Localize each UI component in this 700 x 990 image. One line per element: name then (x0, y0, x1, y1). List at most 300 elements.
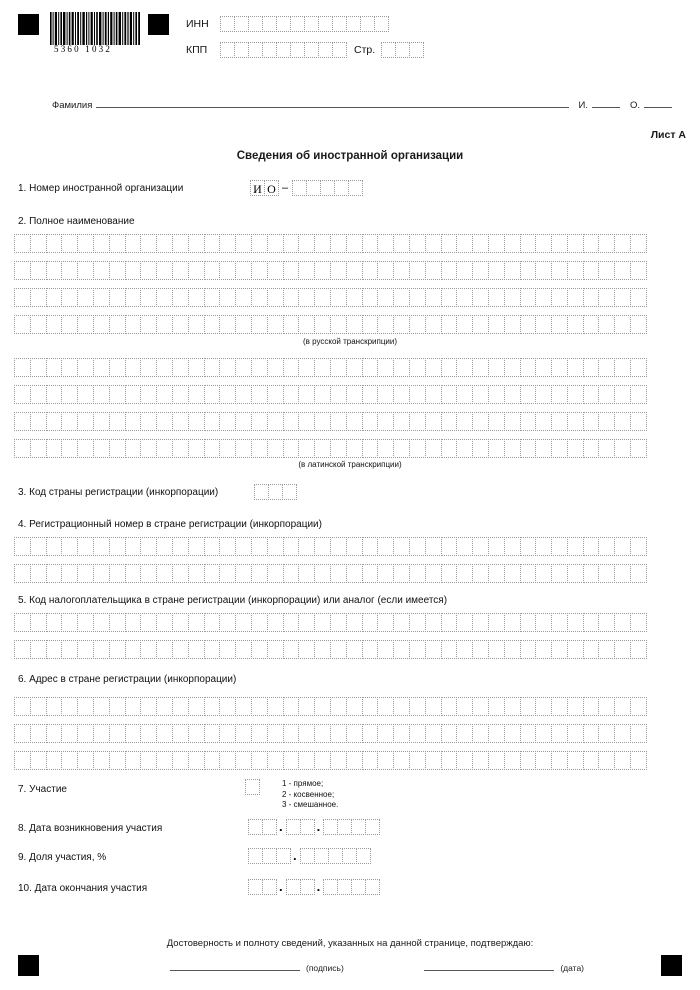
input-cell[interactable] (488, 439, 505, 458)
input-cell[interactable] (140, 315, 157, 334)
input-cell[interactable] (472, 640, 489, 659)
input-cell[interactable] (630, 564, 647, 583)
input-cell[interactable] (14, 358, 31, 377)
input-cell[interactable] (535, 564, 552, 583)
input-cell[interactable] (472, 315, 489, 334)
input-cell[interactable] (409, 697, 426, 716)
input-cell[interactable] (251, 724, 268, 743)
input-cell[interactable] (109, 751, 126, 770)
input-cell[interactable] (472, 537, 489, 556)
input-cell[interactable] (61, 613, 78, 632)
input-cell[interactable] (248, 16, 263, 32)
input-cell[interactable] (520, 288, 537, 307)
input-cell[interactable] (346, 234, 363, 253)
input-cell[interactable] (235, 537, 252, 556)
input-cell[interactable] (472, 288, 489, 307)
input-cell[interactable] (472, 751, 489, 770)
input-cell[interactable] (520, 613, 537, 632)
input-cell[interactable] (93, 751, 110, 770)
input-cell[interactable] (314, 315, 331, 334)
input-cell[interactable] (535, 358, 552, 377)
input-cell[interactable] (314, 234, 331, 253)
input-cell[interactable] (188, 358, 205, 377)
input-cell[interactable] (77, 697, 94, 716)
input-cell[interactable] (125, 439, 142, 458)
first-initial-input[interactable] (592, 96, 620, 108)
input-cell[interactable] (630, 315, 647, 334)
input-cell[interactable] (551, 315, 568, 334)
input-cell[interactable] (332, 42, 347, 58)
input-cell[interactable] (262, 879, 277, 895)
input-cell[interactable] (298, 261, 315, 280)
input-cell[interactable] (377, 439, 394, 458)
end-date-month-input[interactable] (286, 879, 314, 895)
input-cell[interactable] (630, 697, 647, 716)
input-cell[interactable] (46, 315, 63, 334)
input-cell[interactable] (614, 261, 631, 280)
input-cell[interactable] (583, 640, 600, 659)
input-cell[interactable] (290, 16, 305, 32)
input-cell[interactable] (360, 16, 375, 32)
input-cell[interactable] (283, 564, 300, 583)
input-cell[interactable] (248, 42, 263, 58)
input-cell[interactable] (140, 751, 157, 770)
input-cell[interactable] (267, 315, 284, 334)
input-cell[interactable] (204, 640, 221, 659)
input-cell[interactable] (314, 385, 331, 404)
input-cell[interactable] (188, 288, 205, 307)
input-cell[interactable] (488, 751, 505, 770)
input-cell[interactable] (219, 640, 236, 659)
input-cell[interactable] (598, 751, 615, 770)
input-cell[interactable] (298, 234, 315, 253)
input-cell[interactable] (456, 261, 473, 280)
input-cell[interactable] (283, 640, 300, 659)
input-cell[interactable] (30, 412, 47, 431)
input-cell[interactable] (292, 180, 307, 196)
participation-end-date-field[interactable] (248, 879, 379, 895)
input-cell[interactable] (298, 412, 315, 431)
inn-input[interactable] (220, 16, 388, 32)
input-cell[interactable] (267, 412, 284, 431)
input-cell[interactable] (262, 848, 277, 864)
input-cell[interactable] (472, 358, 489, 377)
input-cell[interactable] (156, 385, 173, 404)
input-cell[interactable] (334, 180, 349, 196)
input-cell[interactable] (14, 697, 31, 716)
input-cell[interactable] (583, 288, 600, 307)
input-cell[interactable] (30, 385, 47, 404)
input-cell[interactable] (219, 358, 236, 377)
input-cell[interactable] (314, 439, 331, 458)
input-cell[interactable] (441, 315, 458, 334)
input-cell[interactable] (219, 315, 236, 334)
input-cell[interactable] (156, 261, 173, 280)
input-cell[interactable] (298, 564, 315, 583)
input-cell[interactable] (219, 234, 236, 253)
input-cell[interactable] (46, 640, 63, 659)
input-cell[interactable] (235, 613, 252, 632)
date-input[interactable] (424, 960, 554, 971)
input-cell[interactable] (377, 385, 394, 404)
input-cell[interactable] (504, 288, 521, 307)
input-cell[interactable] (314, 288, 331, 307)
input-cell[interactable] (276, 42, 291, 58)
input-cell[interactable] (456, 439, 473, 458)
input-cell[interactable] (614, 564, 631, 583)
input-cell[interactable] (351, 879, 366, 895)
input-cell[interactable] (77, 288, 94, 307)
input-cell[interactable] (140, 288, 157, 307)
input-cell[interactable] (172, 613, 189, 632)
input-cell[interactable] (235, 697, 252, 716)
input-cell[interactable] (235, 288, 252, 307)
input-cell[interactable] (245, 779, 260, 795)
input-cell[interactable] (140, 537, 157, 556)
input-cell[interactable] (520, 640, 537, 659)
input-cell[interactable] (46, 564, 63, 583)
input-cell[interactable] (409, 640, 426, 659)
input-cell[interactable] (156, 537, 173, 556)
input-cell[interactable] (409, 315, 426, 334)
input-cell[interactable] (472, 724, 489, 743)
input-cell[interactable] (535, 697, 552, 716)
input-cell[interactable] (125, 613, 142, 632)
input-cell[interactable] (520, 537, 537, 556)
input-cell[interactable] (314, 751, 331, 770)
full-name-ru-row[interactable] (14, 288, 646, 307)
input-cell[interactable] (456, 234, 473, 253)
input-cell[interactable] (425, 288, 442, 307)
surname-input[interactable] (96, 96, 568, 108)
input-cell[interactable] (504, 613, 521, 632)
input-cell[interactable] (172, 412, 189, 431)
input-cell[interactable] (204, 358, 221, 377)
input-cell[interactable] (362, 564, 379, 583)
input-cell[interactable] (551, 261, 568, 280)
input-cell[interactable] (93, 697, 110, 716)
input-cell[interactable] (488, 640, 505, 659)
input-cell[interactable] (283, 358, 300, 377)
input-cell[interactable] (441, 564, 458, 583)
input-cell[interactable] (381, 42, 396, 58)
input-cell[interactable] (304, 42, 319, 58)
input-cell[interactable] (377, 234, 394, 253)
input-cell[interactable] (488, 613, 505, 632)
input-cell[interactable] (14, 439, 31, 458)
input-cell[interactable] (330, 385, 347, 404)
input-cell[interactable] (267, 640, 284, 659)
input-cell[interactable] (630, 412, 647, 431)
input-cell[interactable] (488, 261, 505, 280)
input-cell[interactable] (140, 261, 157, 280)
input-cell[interactable] (109, 315, 126, 334)
input-cell[interactable] (125, 724, 142, 743)
input-cell[interactable] (362, 439, 379, 458)
input-cell[interactable] (204, 564, 221, 583)
input-cell[interactable] (93, 288, 110, 307)
input-cell[interactable] (583, 358, 600, 377)
input-cell[interactable] (425, 385, 442, 404)
input-cell[interactable] (188, 751, 205, 770)
input-cell[interactable] (93, 315, 110, 334)
input-cell[interactable] (77, 640, 94, 659)
input-cell[interactable] (14, 385, 31, 404)
input-cell[interactable] (77, 537, 94, 556)
input-cell[interactable] (93, 385, 110, 404)
input-cell[interactable] (234, 16, 249, 32)
input-cell[interactable] (93, 261, 110, 280)
input-cell[interactable] (204, 261, 221, 280)
input-cell[interactable] (614, 358, 631, 377)
input-cell[interactable] (251, 288, 268, 307)
input-cell[interactable] (77, 613, 94, 632)
input-cell[interactable] (283, 751, 300, 770)
input-cell[interactable] (520, 751, 537, 770)
input-cell[interactable] (425, 640, 442, 659)
input-cell[interactable] (598, 724, 615, 743)
input-cell[interactable] (77, 564, 94, 583)
input-cell[interactable] (251, 315, 268, 334)
input-cell[interactable] (472, 613, 489, 632)
input-cell[interactable] (535, 537, 552, 556)
input-cell[interactable] (267, 385, 284, 404)
input-cell[interactable] (188, 261, 205, 280)
input-cell[interactable] (456, 697, 473, 716)
input-cell[interactable] (46, 234, 63, 253)
registration-number-row[interactable] (14, 564, 646, 583)
input-cell[interactable] (488, 697, 505, 716)
input-cell[interactable] (441, 412, 458, 431)
input-cell[interactable] (488, 288, 505, 307)
input-cell[interactable] (377, 751, 394, 770)
input-cell[interactable] (409, 724, 426, 743)
input-cell[interactable] (267, 234, 284, 253)
input-cell[interactable] (342, 848, 357, 864)
input-cell[interactable] (377, 315, 394, 334)
input-cell[interactable] (583, 234, 600, 253)
input-cell[interactable] (362, 261, 379, 280)
input-cell[interactable] (504, 358, 521, 377)
input-cell[interactable] (188, 412, 205, 431)
input-cell[interactable] (567, 439, 584, 458)
input-cell[interactable] (125, 358, 142, 377)
participation-type-input[interactable] (245, 779, 259, 795)
input-cell[interactable] (298, 439, 315, 458)
input-cell[interactable] (283, 234, 300, 253)
input-cell[interactable] (362, 613, 379, 632)
input-cell[interactable] (614, 697, 631, 716)
input-cell[interactable] (251, 697, 268, 716)
input-cell[interactable] (614, 288, 631, 307)
input-cell[interactable] (46, 439, 63, 458)
country-code-input[interactable] (254, 484, 296, 500)
input-cell[interactable] (188, 439, 205, 458)
input-cell[interactable] (188, 537, 205, 556)
input-cell[interactable] (377, 724, 394, 743)
input-cell[interactable] (314, 848, 329, 864)
input-cell[interactable] (346, 613, 363, 632)
input-cell[interactable] (61, 537, 78, 556)
input-cell[interactable] (614, 537, 631, 556)
input-cell[interactable] (172, 640, 189, 659)
input-cell[interactable] (219, 564, 236, 583)
input-cell[interactable] (425, 315, 442, 334)
participation-type-field[interactable] (245, 779, 259, 795)
input-cell[interactable] (267, 537, 284, 556)
input-cell[interactable] (220, 42, 235, 58)
input-cell[interactable] (156, 412, 173, 431)
input-cell[interactable] (93, 564, 110, 583)
input-cell[interactable] (46, 751, 63, 770)
input-cell[interactable] (109, 234, 126, 253)
input-cell[interactable] (409, 42, 424, 58)
input-cell[interactable] (109, 412, 126, 431)
input-cell[interactable] (456, 288, 473, 307)
input-cell[interactable] (520, 697, 537, 716)
input-cell[interactable] (504, 537, 521, 556)
input-cell[interactable] (251, 537, 268, 556)
input-cell[interactable] (314, 640, 331, 659)
input-cell[interactable] (362, 234, 379, 253)
input-cell[interactable] (456, 537, 473, 556)
input-cell[interactable] (283, 537, 300, 556)
input-cell[interactable] (393, 288, 410, 307)
input-cell[interactable] (61, 439, 78, 458)
input-cell[interactable] (172, 315, 189, 334)
foreign-org-number-field[interactable] (250, 180, 362, 196)
input-cell[interactable] (393, 358, 410, 377)
input-cell[interactable] (551, 288, 568, 307)
full-name-latin-row[interactable] (14, 439, 646, 458)
input-cell[interactable] (251, 412, 268, 431)
input-cell[interactable] (188, 564, 205, 583)
address-row[interactable] (14, 751, 646, 770)
input-cell[interactable] (346, 537, 363, 556)
input-cell[interactable] (306, 180, 321, 196)
input-cell[interactable] (93, 412, 110, 431)
address-row[interactable] (14, 724, 646, 743)
input-cell[interactable] (346, 261, 363, 280)
input-cell[interactable] (441, 697, 458, 716)
input-cell[interactable] (219, 385, 236, 404)
input-cell[interactable] (251, 613, 268, 632)
input-cell[interactable] (14, 724, 31, 743)
input-cell[interactable] (109, 439, 126, 458)
input-cell[interactable] (61, 385, 78, 404)
input-cell[interactable] (204, 385, 221, 404)
input-cell[interactable] (61, 724, 78, 743)
input-cell[interactable] (441, 288, 458, 307)
input-cell[interactable] (330, 640, 347, 659)
start-date-day-input[interactable] (248, 819, 276, 835)
input-cell[interactable] (93, 640, 110, 659)
input-cell[interactable] (140, 234, 157, 253)
input-cell[interactable] (77, 724, 94, 743)
input-cell[interactable] (441, 613, 458, 632)
input-cell[interactable] (330, 439, 347, 458)
input-cell[interactable] (156, 358, 173, 377)
input-cell[interactable] (337, 819, 352, 835)
input-cell[interactable] (314, 613, 331, 632)
input-cell[interactable] (472, 234, 489, 253)
start-date-month-input[interactable] (286, 819, 314, 835)
input-cell[interactable] (61, 412, 78, 431)
input-cell[interactable] (77, 358, 94, 377)
input-cell[interactable] (504, 385, 521, 404)
input-cell[interactable] (409, 385, 426, 404)
input-cell[interactable] (348, 180, 363, 196)
input-cell[interactable] (46, 697, 63, 716)
input-cell[interactable] (567, 751, 584, 770)
input-cell[interactable] (298, 751, 315, 770)
input-cell[interactable] (298, 385, 315, 404)
input-cell[interactable] (598, 537, 615, 556)
taxpayer-code-row[interactable] (14, 640, 646, 659)
input-cell[interactable] (125, 234, 142, 253)
input-cell[interactable] (598, 288, 615, 307)
input-cell[interactable] (14, 412, 31, 431)
input-cell[interactable] (61, 358, 78, 377)
input-cell[interactable] (504, 564, 521, 583)
input-cell[interactable] (267, 439, 284, 458)
input-cell[interactable] (567, 613, 584, 632)
input-cell[interactable] (109, 288, 126, 307)
input-cell[interactable] (630, 640, 647, 659)
input-cell[interactable] (204, 724, 221, 743)
input-cell[interactable] (204, 288, 221, 307)
input-cell[interactable] (140, 697, 157, 716)
input-cell[interactable] (346, 697, 363, 716)
country-code-field[interactable] (254, 484, 296, 500)
input-cell[interactable] (567, 315, 584, 334)
input-cell[interactable] (204, 234, 221, 253)
input-cell[interactable] (30, 439, 47, 458)
input-cell[interactable] (520, 564, 537, 583)
input-cell[interactable] (504, 315, 521, 334)
input-cell[interactable] (346, 358, 363, 377)
input-cell[interactable] (109, 385, 126, 404)
input-cell[interactable] (535, 315, 552, 334)
input-cell[interactable] (188, 234, 205, 253)
input-cell[interactable] (254, 484, 269, 500)
input-cell[interactable] (337, 879, 352, 895)
input-cell[interactable] (204, 412, 221, 431)
input-cell[interactable] (614, 234, 631, 253)
input-cell[interactable] (267, 751, 284, 770)
input-cell[interactable] (172, 358, 189, 377)
input-cell[interactable] (267, 288, 284, 307)
input-cell[interactable] (488, 315, 505, 334)
input-cell[interactable] (282, 484, 297, 500)
input-cell[interactable] (330, 724, 347, 743)
input-cell[interactable] (30, 640, 47, 659)
input-cell[interactable] (425, 564, 442, 583)
input-cell[interactable] (125, 288, 142, 307)
input-cell[interactable] (314, 697, 331, 716)
input-cell[interactable] (251, 358, 268, 377)
input-cell[interactable] (441, 385, 458, 404)
input-cell[interactable] (188, 640, 205, 659)
input-cell[interactable] (598, 564, 615, 583)
input-cell[interactable] (535, 234, 552, 253)
input-cell[interactable] (248, 819, 263, 835)
input-cell[interactable] (172, 234, 189, 253)
input-cell[interactable] (504, 640, 521, 659)
input-cell[interactable] (30, 537, 47, 556)
input-cell[interactable] (77, 315, 94, 334)
input-cell[interactable] (30, 564, 47, 583)
